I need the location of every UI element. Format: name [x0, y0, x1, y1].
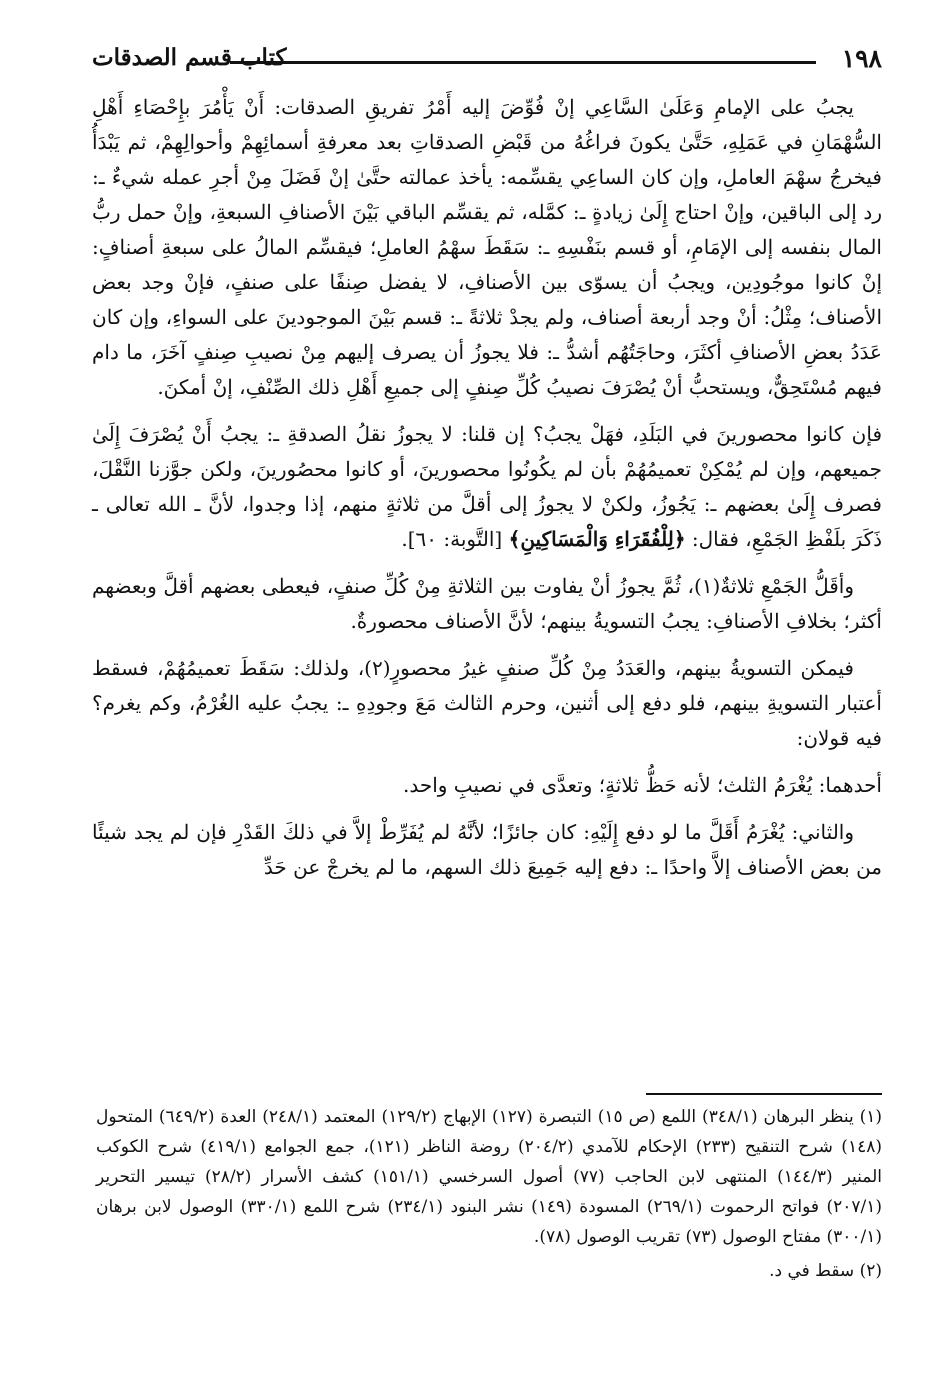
paragraph-3: وأقَلُّ الجَمْعِ ثلاثةٌ(١)، ثُمَّ يجوزُ أنْ يفاوت بين الثلاثةِ مِنْ كُلِّ صنفٍ، فيعطى بعضهم أقلَّ وبعضهم أكثر؛ بخلافِ الأصنافِ: يجبُ التسويةُ بينهم؛ لأنَّ الأصناف محصورةٌ.	[92, 574, 882, 633]
paragraph-6: والثاني: يُغْرَمُ أَقَلَّ ما لو دفع إِلَيْهِ: كان جائزًا؛ لأنَّهُ لم يُفَرِّطْ إلاَّ في ذلكَ القَدْرِ فإن لم يجد شيئًا من بعض الأصناف إلاَّ واحدًا ـ: دفع إليه جَمِيعَ ذلك السهم، ما لم يخرجْ عن حَدِّ	[92, 820, 882, 879]
footnote-separator	[646, 1093, 882, 1095]
footnote-2: (٢) سقط في د.	[769, 1261, 882, 1281]
running-title: كتاب قسم الصدقات	[92, 44, 287, 71]
main-text	[92, 90, 882, 897]
paragraph-2	[92, 417, 882, 557]
paragraph-5: أحدهما: يُغْرَمُ الثلث؛ لأنه حَظُّ ثلاثةٍ؛ وتعدَّى في نصيبِ واحد.	[403, 773, 882, 797]
footnotes	[96, 1102, 882, 1290]
paragraph-2-text: فإن كانوا محصورينَ في البَلَدِ، فهَلْ يجبُ؟ إن قلنا: لا يجوزُ نقلُ الصدقةِ ـ: يجبُ أَنْ يُصْرَفَ إِلَىٰ جميعهم، وإن لم يُمْكِنْ تعميمُهُمْ بأن لم يكُونُوا محصورينَ، أو كانوا محصُورينَ، ولكن جوَّزنا النَّقْلَ، فصرف إِلَىٰ بعضهم ـ: يَجُوزُ، ولكنْ لا يجوزُ إلى أقلَّ من ثلاثةٍ منهم، إذا وجدوا، لأنَّ ـ الله تعالى ـ ذَكَرَ بلَفْظِ الجَمْعِ، فقال:	[92, 422, 883, 551]
page-header	[92, 40, 882, 82]
verse-reference: [التَّوبة: ٦٠].	[401, 527, 503, 551]
quran-verse: ﴿لِلْفُقَرَاءِ وَالْمَسَاكِينِ﴾	[508, 527, 686, 551]
paragraph-1: يجبُ على الإمامِ وَعَلَىٰ السَّاعِي إنْ فُوِّضَ إليه أَمْرُ تفريقِ الصدقات: أَنْ يَأْمُرَ بإِحْصَاءِ أَهْلِ السُّهْمَانِ في عَمَلِهِ، حَتَّىٰ يكونَ فراغُهُ من قَبْضِ الصدقاتِ بعد معرفةِ أسمائِهِمْ وأحوالِهِمْ، ثم يَبْدَأُ فيخرجُ سهْمَ العاملِ، وإن كان الساعِي يقسِّمه: يأخذ عمالته حتَّىٰ إنْ فَضَلَ مِنْ أجرِ عمله شيءٌ ـ: رد إلى الباقين، وإنْ احتاج إِلَىٰ زيادةٍ ـ: كمَّله، ثم يقسِّم الباقي بَيْنَ الأصنافِ السبعةِ، وإنْ حمل ربُّ المال بنفسه إلى الإمَامِ، أو قسم بنَفْسِهِ ـ: سَقَطَ سهْمُ العاملِ؛ فيقسِّم المالُ على سبعةِ أصنافٍ: إنْ كانوا موجُودِين، ويجبُ أن يسوّى بين الأصنافِ، لا يفضل صِنفًا على صنفٍ، فإنْ وجد بعض الأصناف؛ مِثْلُ: أنْ وجد أربعة أصناف، ولم يجدْ ثلاثةً ـ: قسم بَيْنَ الموجودينَ على السواءِ، وإن كان عَدَدُ بعضِ الأصنافِ أكثَرَ، وحاجَتُهُم أشدُّ ـ: فلا يجوزُ أن يصرف إليهم مِنْ نصيبِ صِنفٍ آخَرَ، ما دام فيهم مُسْتَحِقٌّ، ويستحبُّ أنْ يُصْرَفَ نصيبُ كُلِّ صِنفٍ إلى جميعِ أَهْلِ ذلك الصِّنْفِ، إنْ أمكنَ.	[92, 95, 882, 399]
footnote-1: (١) ينظر البرهان (٣٤٨/١) اللمع (ص ١٥) التبصرة (١٢٧) الإبهاج (١٢٩/٢) المعتمد (٢٤٨/١) العدة (٦٤٩/٢) المتحول (١٤٨) شرح التنقيح (٢٣٣) الإحكام للآمدي (٢٠٤/٢) روضة الناظر (١٢١)، جمع الجوامع (٤١٩/١) شرح الكوكب المنير (١٤٤/٣) المنتهى لابن الحاجب (٧٧) أصول السرخسي (١٥١/١) كشف الأسرار (٢٨/٢) تيسير التحرير (٢٠٧/١) فواتح الرحموت (٢٦٩/١) المسودة (١٤٩) نشر البنود (٢٣٤/١) شرح اللمع (٣٣٠/١) الوصول لابن برهان (٣٠٠/١) مفتاح الوصول (٧٣) تقريب الوصول (٧٨).	[96, 1107, 883, 1247]
paragraph-4: فيمكن التسويةُ بينهم، والعَدَدُ مِنْ كُلِّ صنفٍ غيرُ محصورٍ(٢)، ولذلك: سَقَطَ تعميمُهُمْ، فسقط أعتبار التسويةِ بينهم، فلو دفع إلى أثنين، وحرم الثالث مَعَ وجودِهِ ـ: يجبُ عليه الغُرْمُ، وكم يغرم؟ فيه قولان:	[92, 656, 882, 750]
page-number: ١٩٨	[841, 44, 882, 73]
header-rule	[230, 61, 816, 64]
